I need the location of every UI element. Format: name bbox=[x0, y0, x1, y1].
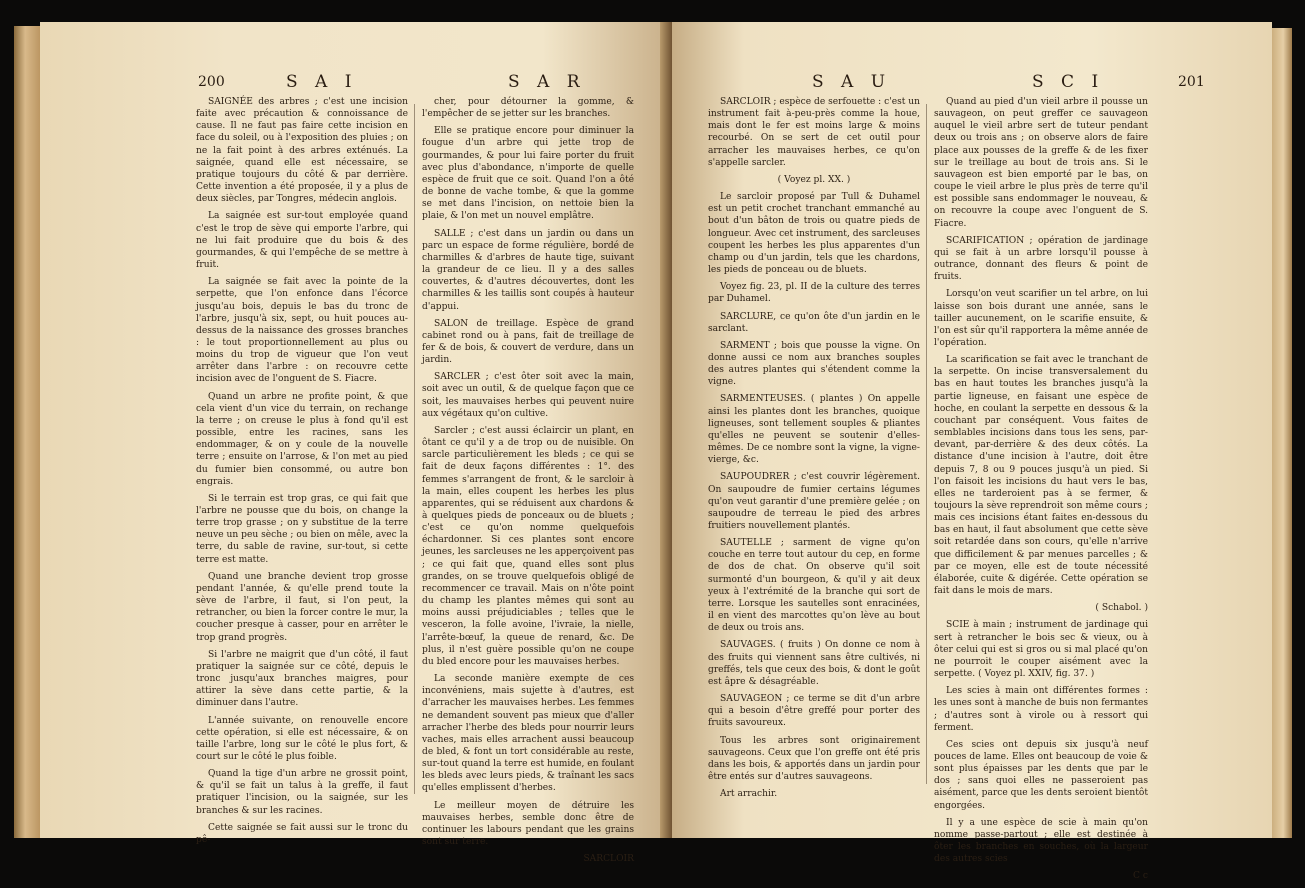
paragraph: Quand au pied d'un vieil arbre il pousse un sauvageon, on peut greffer ce sauvageon auquel le vieil arbre sert de tuteur pendant deux ou trois ans ; on observe alors de faire place aux pousses de la greffe & de les fixer sur le treillage au bout de trois ans. Si le sauvageon est bien emporté par le bas, on coupe le vieil arbre le plus près de terre qu'il est possible sans endommager le nouveau, & on recouvre la coupe avec l'onguent de S. Fiacre. bbox=[934, 97, 1148, 229]
paragraph: Le meilleur moyen de détruire les mauvaises herbes, semble donc être de continuer les labours pendant que les grains sont sur terre. bbox=[422, 800, 634, 848]
catchword: SARCLOIR bbox=[583, 854, 634, 865]
paragraph: SAIGNÉE des arbres ; c'est une incision faite avec précaution & connoissance de cause. Il ne faut pas faire cette incision en face du soleil, ou à l'exposition des pluies ; on ne la fait point à des arbres exténués. La saignée, quand elle est nécessaire, se pratique toujours du côté & par derrière. Cette invention a été proposée, il y a plus de deux siècles, par Tongres, médecin anglois. bbox=[196, 97, 408, 205]
paragraph: SALON de treillage. Espèce de grand cabinet rond ou à pans, fait de treillage de fer & de bois, & couvert de verdure, dans un jardin. bbox=[422, 318, 634, 366]
paragraph: Quand la tige d'un arbre ne grossit point, & qu'il se fait un talus à la greffe, il faut pratiquer l'incision, ou la saignée, sur les branches & sur les racines. bbox=[196, 769, 408, 816]
paragraph: Voyez fig. 23, pl. II de la culture des terres par Duhamel. bbox=[708, 282, 920, 305]
right-column-2 bbox=[934, 96, 1148, 888]
paragraph: Tous les arbres sont originairement sauvageons. Ceux que l'on greffe ont été pris dans les bois, & apportés dans un jardin pour être entés sur d'autres sauvageons. bbox=[708, 735, 920, 782]
paragraph: SAUTELLE ; sarment de vigne qu'on couche en terre tout autour du cep, en forme de dos de chat. On observe qu'il soit surmonté d'un bourgeon, & qu'il y ait deux yeux à l'extrémité de la branche qui sort de terre. Lorsque les sautelles sont enracinées, il en vient des marcottes qu'on lève au bout de deux ou trois ans. bbox=[708, 538, 920, 634]
running-head-right: S A U bbox=[812, 72, 892, 92]
left-page bbox=[40, 22, 668, 865]
column-rule bbox=[414, 104, 415, 794]
paragraph: SALLE ; c'est dans un jardin ou dans un parc un espace de forme régulière, bordé de charmilles & d'arbres de haute tige, suivant la grandeur de ce lieu. Il y a des salles couvertes, & d'autres découvertes, dont les charmilles & les taillis sont coupés à hauteur d'appui. bbox=[422, 228, 634, 312]
left-column-2 bbox=[422, 96, 634, 870]
paragraph: SARCLOIR ; espèce de serfouette : c'est un instrument fait à-peu-près comme la houe, mais dont le fer est moins large & moins recourbé. On se sert de cet outil pour arracher les mauvaises herbes, ce qu'on s'appelle sarcler. bbox=[708, 97, 921, 168]
paragraph: SCIE à main ; instrument de jardinage qui sert à retrancher le bois sec & vieux, ou à ôter celui qui est si gros ou si mal placé qu'on ne pourroit le couper aisément avec la serpette. ( Voyez pl. XXIV, fig. 37. ) bbox=[934, 620, 1148, 680]
paragraph: Sarcler ; c'est aussi éclaircir un plant, en ôtant ce qu'il y a de trop ou de nuisible. On sarcle particulièrement les bleds ; ce qui se fait de deux façons différentes : 1°. des femmes s'arrangent de front, & le sarcloir à la main, elles coupent les herbes les plus apparentes, qui se réduisent aux chardons & à quelques pieds de ponceaux ou de bluets ; c'est ce qu'on nomme quelquefois échardonner. Si ces plantes sont encore jeunes, les sarcleuses ne les apperçoivent pas ; ce qui fait que, quand elles sont plus grandes, on se trouve quelquefois obligé de recommencer ce travail. Mais on n'ôte point du champ les plantes mêmes qui sont au moins aussi préjudiciables ; telles que le vesceron, la folle avoine, l'ivraie, la nielle, l'arrête-bœuf, la queue de renard, &c. De plus, il n'est guère possible qu'on ne coupe du bled encore pour les mauvaises herbes. bbox=[422, 425, 634, 667]
paragraph: Si l'arbre ne maigrit que d'un côté, il faut pratiquer la saignée sur ce côté, depuis le tronc jusqu'aux branches maigres, pour attirer la sève dans cette partie, & la diminuer dans l'autre. bbox=[196, 649, 408, 709]
page-number-left: 200 bbox=[198, 74, 225, 90]
paragraph: SARCLURE, ce qu'on ôte d'un jardin en le sarclant. bbox=[708, 311, 920, 334]
paragraph: Ces scies ont depuis six jusqu'à neuf pouces de lame. Elles ont beaucoup de voie & sont plus épaisses par les dents que par le dos ; sans quoi elles ne passeroient pas aisément, parce que les dents seroient bientôt engorgées. bbox=[934, 739, 1149, 811]
paragraph: Lorsqu'on veut scarifier un tel arbre, on lui laisse son bois durant une année, sans le tailler aucunement, on le scarifie ensuite, & l'on est sûr qu'il rapportera la même année de l'opération. bbox=[934, 289, 1148, 348]
paragraph: Elle se pratique encore pour diminuer la fougue d'un arbre qui jette trop de gourmandes, & pour lui faire porter du fruit avec plus d'abondance, n'importe de quelle espèce de fruit que ce soit. Quand l'on a ôté de bonne de vache tombe, & que la gomme se met dans l'incision, on nettoie bien la plaie, & l'on met un nouvel emplâtre. bbox=[422, 126, 634, 222]
running-head-left: S A I bbox=[286, 72, 358, 92]
paragraph: SARCLER ; c'est ôter soit avec la main, soit avec un outil, & de quelque façon que ce soit, les mauvaises herbes qui peuvent nuire aux végétaux qu'on cultive. bbox=[422, 372, 634, 419]
paragraph: ( Voyez pl. XX. ) bbox=[777, 174, 851, 185]
running-head-left-2: S A R bbox=[508, 72, 586, 92]
running-head-right-2: S C I bbox=[1032, 72, 1105, 92]
paragraph: SARMENTEUSES. ( plantes ) On appelle ainsi les plantes dont les branches, quoique ligneuses, sont tellement souples & pliantes qu'elles ne peuvent se soutenir d'elles-mêmes. De ce nombre sont la vigne, la vigne-vierge, &c. bbox=[708, 394, 920, 466]
right-page bbox=[672, 22, 1272, 882]
paragraph: SARMENT ; bois que pousse la vigne. On donne aussi ce nom aux branches souples des autres plantes qui s'étendent comme la vigne. bbox=[708, 340, 920, 388]
paragraph: SAUPOUDRER ; c'est couvrir légèrement. On saupoudre de fumier certains légumes qu'on veut garantir d'une première gelée ; on saupoudre de terreau le pied des arbres fruitiers nouvellement plantés. bbox=[708, 472, 920, 531]
paragraph: ( Schabol. ) bbox=[1095, 603, 1148, 614]
paragraph: Il y a une espèce de scie à main qu'on nomme passe-partout ; elle est destinée à ôter les branches en souches, où la largeur des autres scies bbox=[934, 817, 1148, 865]
paragraph: Le sarcloir proposé par Tull & Duhamel est un petit crochet tranchant emmanché au bout d'un bâton de trois ou quatre pieds de longueur. Avec cet instrument, des sarcleuses coupent les herbes les plus apparentes d'un champ ou d'un jardin, tels que les chardons, les pieds de ponceau ou de bluets. bbox=[708, 192, 920, 276]
paragraph: La scarification se fait avec le tranchant de la serpette. On incise transversalement du bas en haut toutes les branches jusqu'à la partie ligneuse, en faisant une espèce de hoche, en coulant la serpette en dessous & la couchant par conséquent. Vous faites de semblables incisions dans tous les sens, par-devant, par-derrière & des deux côtés. La distance d'une incision à l'autre, doit être depuis 7, 8 ou 9 pouces jusqu'à un pied. Si l'on faisoit les incisions du haut vers le bas, elles ne tarderoient pas à se fermer, & toujours la sève reprendroit son même cours ; mais ces incisions étant faites en-dessous du bas en haut, il faut absolument que cette sève soit retardée dans son cours, qu'elle n'arrive que difficilement & par menues parcelles ; & par ce moyen, elle est de toute nécessité élaborée, cuite & digérée. Cette opération se fait dans le mois de mars. bbox=[934, 355, 1148, 597]
paragraph: SAUVAGES. ( fruits ) On donne ce nom à des fruits qui viennent sans être cultivés, ni greffés, tels que ceux des bois, & dont le goût est âpre & désagréable. bbox=[708, 640, 920, 687]
signature-mark: C c bbox=[1133, 871, 1148, 882]
paragraph: La saignée est sur-tout employée quand c'est le trop de sève qui emporte l'arbre, qui ne lui fait produire que du bois & des gourmandes, & qui l'empêche de se mettre à fruit. bbox=[196, 211, 408, 271]
paragraph: Cette saignée se fait aussi sur le tronc du pê- bbox=[196, 822, 408, 845]
column-rule bbox=[926, 104, 927, 784]
paragraph: Quand une branche devient trop grosse pendant l'année, & qu'elle prend toute la sève de l'arbre, il faut, si l'on peut, la retrancher, ou bien la forcer contre le mur, la coucher presque à casser, pour en arrêter le trop grand progrès. bbox=[196, 571, 408, 643]
left-fore-edge bbox=[14, 26, 42, 838]
right-fore-edge bbox=[1270, 28, 1292, 838]
paragraph: Quand un arbre ne profite point, & que cela vient d'un vice du terrain, on rechange la terre ; on creuse le plus à fond qu'il est possible, entre les racines, sans les endommager, & on y coule de la nouvelle terre ; ensuite on l'arrose, & l'on met au pied du fumier bien consommé, ou autre bon engrais. bbox=[196, 391, 408, 487]
paragraph: SAUVAGEON ; ce terme se dit d'un arbre qui a besoin d'être greffé pour porter des fruits savoureux. bbox=[708, 694, 920, 729]
paragraph: La saignée se fait avec la pointe de la serpette, que l'on enfonce dans l'écorce jusqu'au bois, depuis le bas du tronc de l'arbre, jusqu'à six, sept, ou huit pouces au-dessus de la naissance des grosses branches : le tout proportionnellement au plus ou moins du trop de vigueur que l'on veut arrêter dans l'arbre : on recouvre cette incision avec de l'onguent de S. Fiacre. bbox=[196, 277, 408, 385]
paragraph: L'année suivante, on renouvelle encore cette opération, si elle est nécessaire, & on taille l'arbre, long sur le côté le plus fort, & court sur le côté le plus foible. bbox=[196, 715, 408, 762]
left-column-1 bbox=[196, 96, 408, 851]
paragraph: La seconde manière exempte de ces inconvéniens, mais sujette à d'autres, est d'arracher les mauvaises herbes. Les femmes ne demandent souvent pas mieux que d'aller arracher l'herbe des bleds pour nourrir leurs vaches, mais elles arrachent aussi beaucoup de bled, & font un tort considérable au reste, sur-tout quand la terre est humide, en foulant les bleds avec leurs pieds, & traînant les sacs qu'elles emplissent d'herbes. bbox=[422, 674, 634, 794]
paragraph: Les scies à main ont différentes formes : les unes sont à manche de buis non fermantes ; d'autres sont à virole ou à ressort qui ferment. bbox=[934, 686, 1148, 733]
right-column-1 bbox=[708, 96, 920, 805]
page-number-right: 201 bbox=[1178, 74, 1205, 90]
paragraph: cher, pour détourner la gomme, & l'empêcher de se jetter sur les branches. bbox=[422, 97, 634, 120]
paragraph: Si le terrain est trop gras, ce qui fait que l'arbre ne pousse que du bois, on change la terre trop grasse ; on y substitue de la terre neuve un peu sèche ; ou bien on mêle, avec la terre, du sable de ravine, sur-tout, si cette terre est matte. bbox=[196, 493, 408, 565]
paragraph: SCARIFICATION ; opération de jardinage qui se fait à un arbre lorsqu'il pousse à outrance, donnant des fleurs & point de fruits. bbox=[934, 235, 1148, 283]
paragraph: Art arrachir. bbox=[720, 789, 778, 800]
